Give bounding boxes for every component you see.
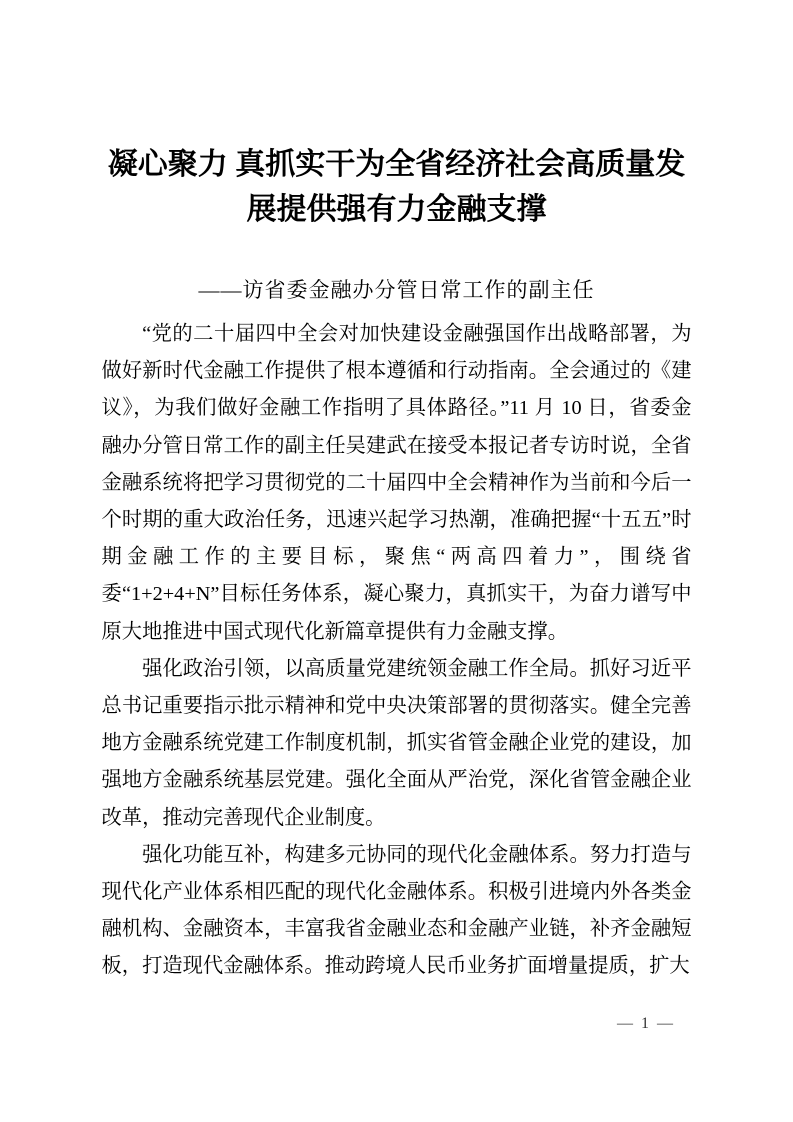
document-body bbox=[102, 316, 692, 986]
document-title: 凝心聚力 真抓实干为全省经济社会高质量发展提供强有力金融支撑 bbox=[107, 148, 686, 226]
body-paragraph-2: 强化政治引领，以高质量党建统领金融工作全局。抓好习近平总书记重要指示批示精神和党中央决策部署的贯彻落实。健全完善地方金融系统党建工作制度机制，抓实省管金融企业党的建设，加强地方金融系统基层党建。强化全面从严治党，深化省管金融企业改革，推动完善现代企业制度。 bbox=[101, 657, 692, 829]
document-subtitle: ——访省委金融办分管日常工作的副主任 bbox=[198, 278, 595, 302]
body-paragraph-3: 强化功能互补，构建多元协同的现代化金融体系。努力打造与现代化产业体系相匹配的现代化金融体系。积极引进境内外各类金融机构、金融资本，丰富我省金融业态和金融产业链，补齐金融短板，打造现代金融体系。推动跨境人民币业务扩面增量提质，扩大 bbox=[101, 843, 692, 978]
body-paragraph-1: “党的二十届四中全会对加快建设金融强国作出战略部署，为做好新时代金融工作提供了根本遵循和行动指南。全会通过的《建议》，为我们做好金融工作指明了具体路径。”11 月 10 日，省委金融办分管日常工作的副主任吴建武在接受本报记者专访时说，全省金融系统将把学习贯彻党的二十届四中全会精神作为当前和今后一个时期的重大政治任务，迅速兴起学习热潮，准确把握“十五五”时期金融工作的主要目标，聚焦“两高四着力”，围绕省委“1+2+4+N”目标任务体系，凝心聚力，真抓实干，为奋力谱写中原大地推进中国式现代化新篇章提供有力金融支撑。 bbox=[101, 323, 692, 643]
page-number: — 1 — bbox=[617, 1015, 675, 1032]
